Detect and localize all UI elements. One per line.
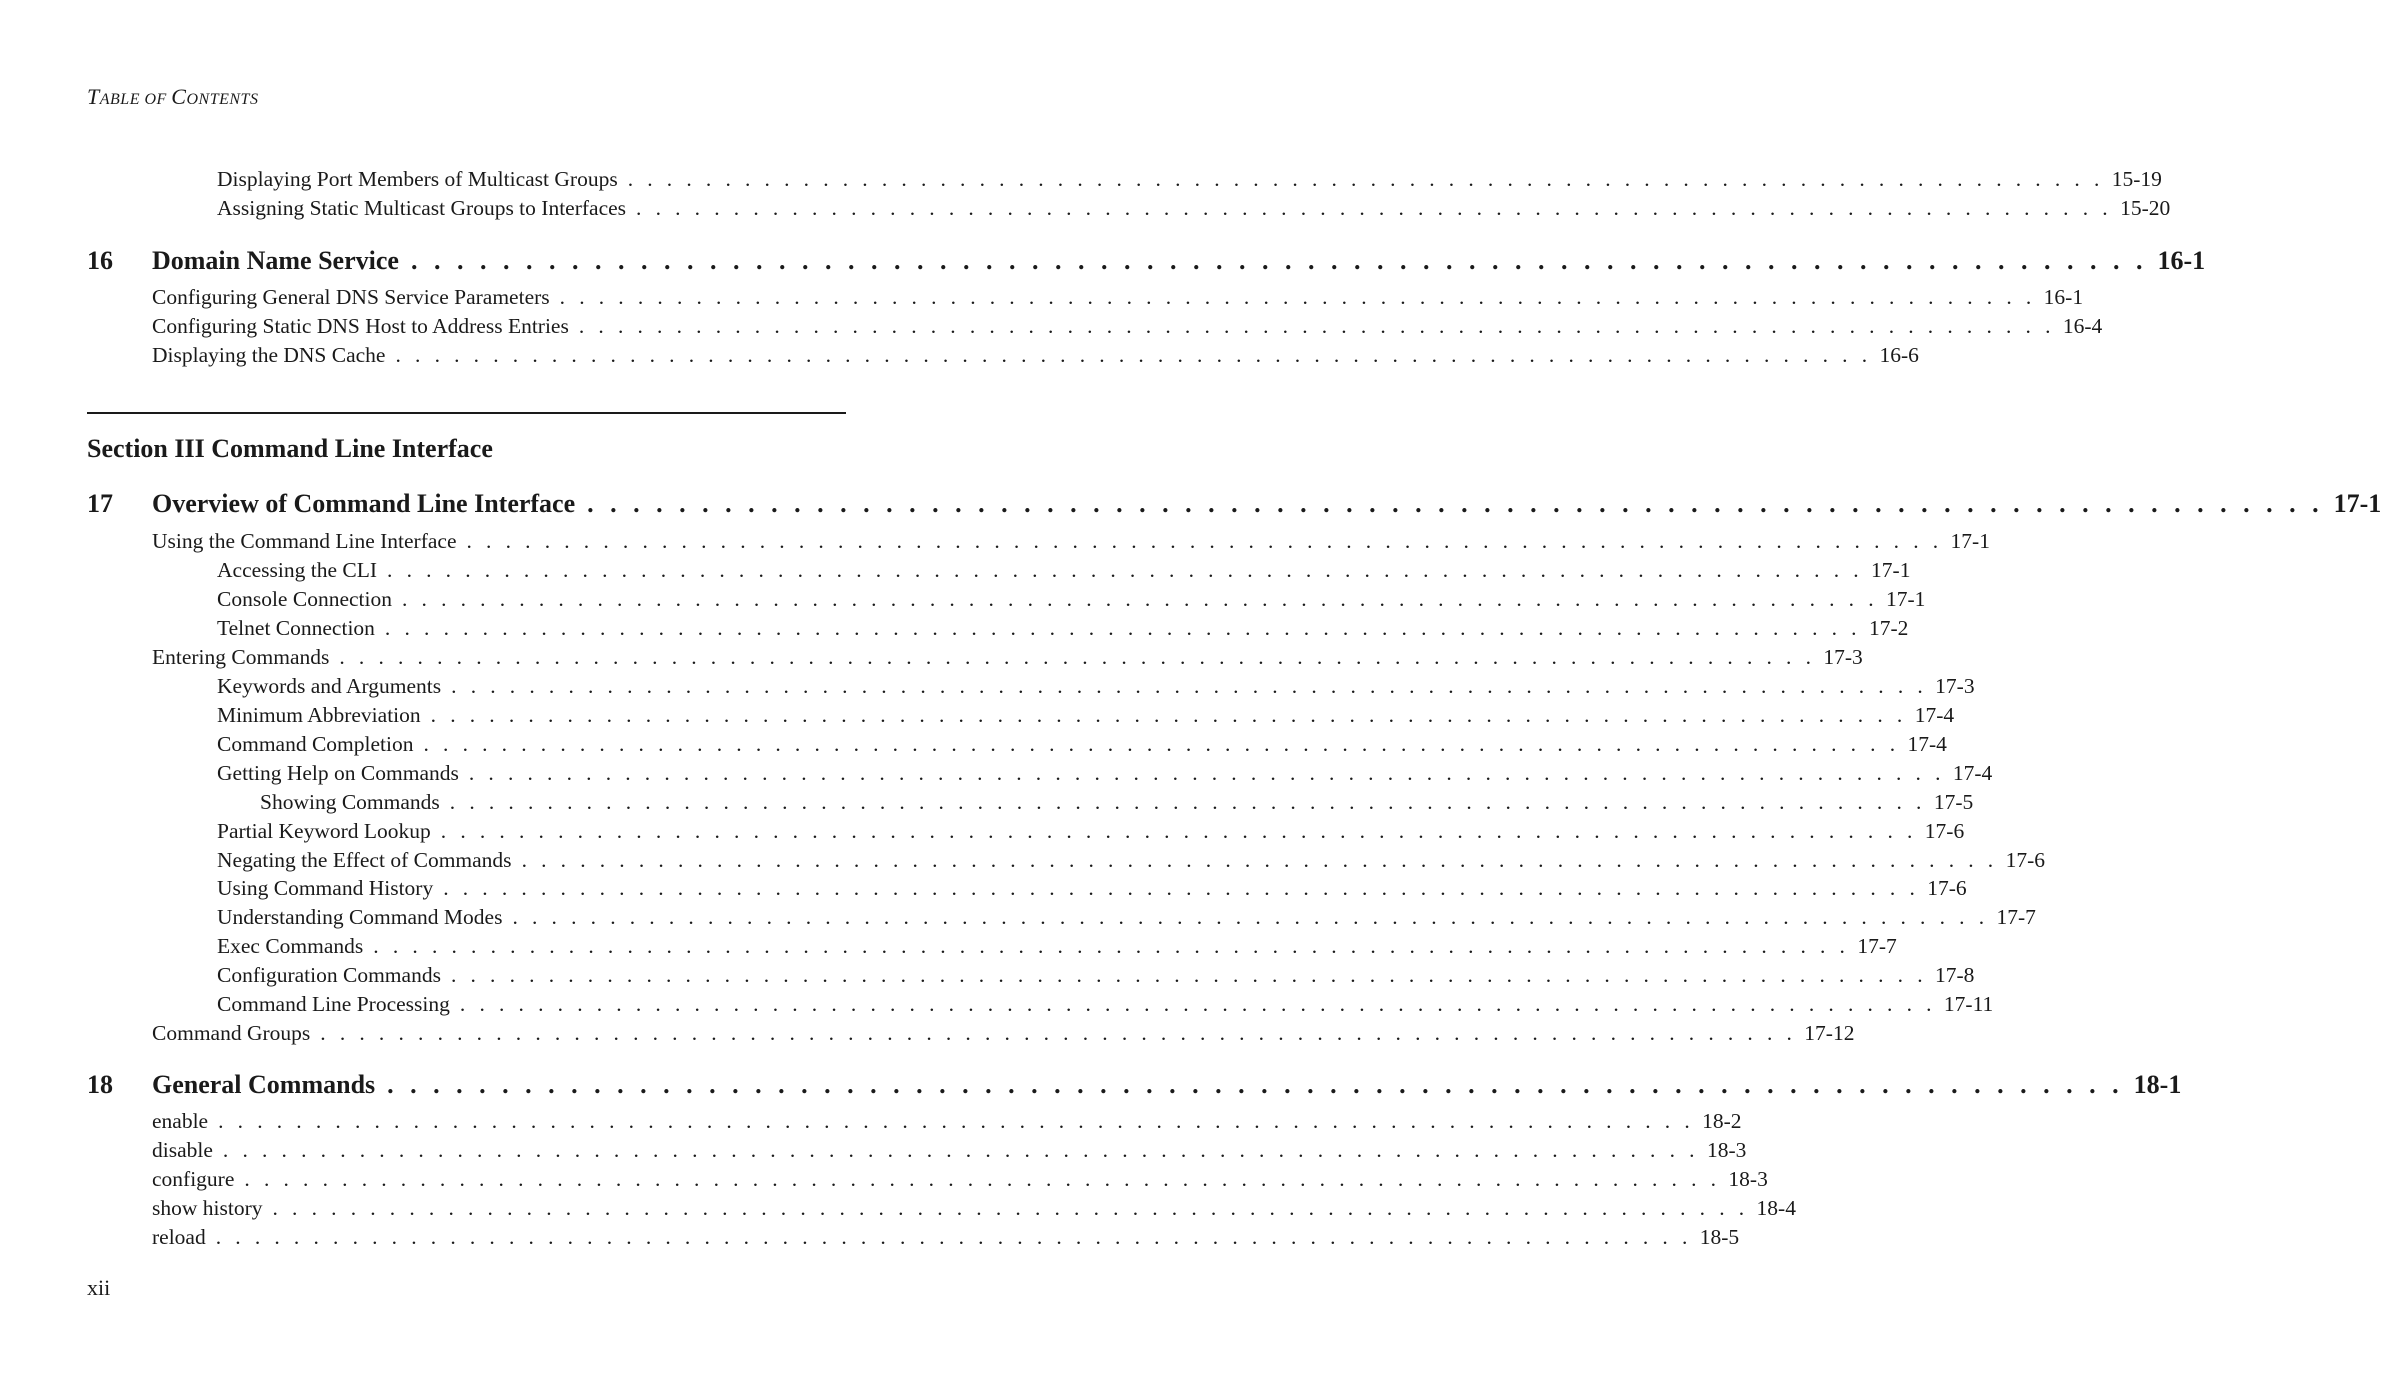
section-divider: [87, 412, 846, 414]
toc-entry[interactable]: Configuration Commands . . . . . . . . . . . . . . . . . . . . . . . . . . . . . . . . . . . . . . . . . . . . . . . . . . . . . . . . . . . . . . . . . . . . . . . . . . . . 17-8: [217, 963, 1975, 987]
toc-entry[interactable]: Displaying the DNS Cache . . . . . . . . . . . . . . . . . . . . . . . . . . . . . . . . . . . . . . . . . . . . . . . . . . . . . . . . . . . . . . . . . . . . . . . . . . . . 16-6: [152, 343, 1919, 367]
running-header: TABLE OF CONTENTS: [87, 84, 259, 109]
toc-entry[interactable]: Command Groups . . . . . . . . . . . . . . . . . . . . . . . . . . . . . . . . . . . . . . . . . . . . . . . . . . . . . . . . . . . . . . . . . . . . . . . . . . . . 17-12: [152, 1021, 1855, 1045]
toc-entry[interactable]: Keywords and Arguments . . . . . . . . . . . . . . . . . . . . . . . . . . . . . . . . . . . . . . . . . . . . . . . . . . . . . . . . . . . . . . . . . . . . . . . . . . . . 17-3: [217, 674, 1975, 698]
toc-entry[interactable]: Command Line Processing . . . . . . . . . . . . . . . . . . . . . . . . . . . . . . . . . . . . . . . . . . . . . . . . . . . . . . . . . . . . . . . . . . . . . . . . . . . . 17-11: [217, 992, 1994, 1016]
toc-entry[interactable]: Entering Commands . . . . . . . . . . . . . . . . . . . . . . . . . . . . . . . . . . . . . . . . . . . . . . . . . . . . . . . . . . . . . . . . . . . . . . . . . . . . 17-3: [152, 645, 1863, 669]
toc-entry[interactable]: Accessing the CLI . . . . . . . . . . . . . . . . . . . . . . . . . . . . . . . . . . . . . . . . . . . . . . . . . . . . . . . . . . . . . . . . . . . . . . . . . . . . 17-1: [217, 558, 1911, 582]
toc-entry[interactable]: Exec Commands . . . . . . . . . . . . . . . . . . . . . . . . . . . . . . . . . . . . . . . . . . . . . . . . . . . . . . . . . . . . . . . . . . . . . . . . . . . . 17-7: [217, 934, 1897, 958]
chapter-heading-16[interactable]: 16 Domain Name Service . . . . . . . . . . . . . . . . . . . . . . . . . . . . . . . . . . . . . . . . . . . . . . . . . . . . . . . . . . . . . . . . . . . . . . . . . . . . 16-1: [87, 246, 2206, 275]
chapter-heading-18[interactable]: 18 General Commands . . . . . . . . . . . . . . . . . . . . . . . . . . . . . . . . . . . . . . . . . . . . . . . . . . . . . . . . . . . . . . . . . . . . . . . . . . . . 18-1: [87, 1070, 2182, 1099]
toc-entry[interactable]: disable . . . . . . . . . . . . . . . . . . . . . . . . . . . . . . . . . . . . . . . . . . . . . . . . . . . . . . . . . . . . . . . . . . . . . . . . . . . . 18-3: [152, 1138, 1747, 1162]
toc-entry[interactable]: Console Connection . . . . . . . . . . . . . . . . . . . . . . . . . . . . . . . . . . . . . . . . . . . . . . . . . . . . . . . . . . . . . . . . . . . . . . . . . . . . 17-1: [217, 587, 1926, 611]
toc-entry[interactable]: Displaying Port Members of Multicast Groups . . . . . . . . . . . . . . . . . . . . . . . . . . . . . . . . . . . . . . . . . . . . . . . . . . . . . . . . . . . . . . . . . . . . . . . . . . . . 15-19: [217, 167, 2162, 191]
toc-entry[interactable]: Assigning Static Multicast Groups to Interfaces . . . . . . . . . . . . . . . . . . . . . . . . . . . . . . . . . . . . . . . . . . . . . . . . . . . . . . . . . . . . . . . . . . . . . . . . . . . . 15-20: [217, 196, 2171, 220]
chapter-heading-17[interactable]: 17 Overview of Command Line Interface . . . . . . . . . . . . . . . . . . . . . . . . . . . . . . . . . . . . . . . . . . . . . . . . . . . . . . . . . . . . . . . . . . . . . . . . . . . . 17-1: [87, 489, 2381, 518]
toc-entry[interactable]: Using Command History . . . . . . . . . . . . . . . . . . . . . . . . . . . . . . . . . . . . . . . . . . . . . . . . . . . . . . . . . . . . . . . . . . . . . . . . . . . . 17-6: [217, 876, 1967, 900]
toc-entry[interactable]: Telnet Connection . . . . . . . . . . . . . . . . . . . . . . . . . . . . . . . . . . . . . . . . . . . . . . . . . . . . . . . . . . . . . . . . . . . . . . . . . . . . 17-2: [217, 616, 1909, 640]
toc-entry[interactable]: Command Completion . . . . . . . . . . . . . . . . . . . . . . . . . . . . . . . . . . . . . . . . . . . . . . . . . . . . . . . . . . . . . . . . . . . . . . . . . . . . 17-4: [217, 732, 1947, 756]
toc-entry[interactable]: Using the Command Line Interface . . . . . . . . . . . . . . . . . . . . . . . . . . . . . . . . . . . . . . . . . . . . . . . . . . . . . . . . . . . . . . . . . . . . . . . . . . . . 17-1: [152, 529, 1990, 553]
toc-entry[interactable]: Minimum Abbreviation . . . . . . . . . . . . . . . . . . . . . . . . . . . . . . . . . . . . . . . . . . . . . . . . . . . . . . . . . . . . . . . . . . . . . . . . . . . . 17-4: [217, 703, 1955, 727]
page-number: xii: [87, 1275, 111, 1300]
toc-entry[interactable]: reload . . . . . . . . . . . . . . . . . . . . . . . . . . . . . . . . . . . . . . . . . . . . . . . . . . . . . . . . . . . . . . . . . . . . . . . . . . . . 18-5: [152, 1225, 1740, 1249]
toc-entry[interactable]: Showing Commands . . . . . . . . . . . . . . . . . . . . . . . . . . . . . . . . . . . . . . . . . . . . . . . . . . . . . . . . . . . . . . . . . . . . . . . . . . . . 17-5: [260, 790, 1974, 814]
section-title: Section III Command Line Interface: [87, 434, 493, 463]
toc-entry[interactable]: Partial Keyword Lookup . . . . . . . . . . . . . . . . . . . . . . . . . . . . . . . . . . . . . . . . . . . . . . . . . . . . . . . . . . . . . . . . . . . . . . . . . . . . 17-6: [217, 819, 1965, 843]
toc-entry[interactable]: enable . . . . . . . . . . . . . . . . . . . . . . . . . . . . . . . . . . . . . . . . . . . . . . . . . . . . . . . . . . . . . . . . . . . . . . . . . . . . 18-2: [152, 1109, 1742, 1133]
toc-entry[interactable]: show history . . . . . . . . . . . . . . . . . . . . . . . . . . . . . . . . . . . . . . . . . . . . . . . . . . . . . . . . . . . . . . . . . . . . . . . . . . . . 18-4: [152, 1196, 1796, 1220]
toc-entry[interactable]: configure . . . . . . . . . . . . . . . . . . . . . . . . . . . . . . . . . . . . . . . . . . . . . . . . . . . . . . . . . . . . . . . . . . . . . . . . . . . . 18-3: [152, 1167, 1768, 1191]
toc-entry[interactable]: Getting Help on Commands . . . . . . . . . . . . . . . . . . . . . . . . . . . . . . . . . . . . . . . . . . . . . . . . . . . . . . . . . . . . . . . . . . . . . . . . . . . . 17-4: [217, 761, 1993, 785]
toc-entry[interactable]: Configuring General DNS Service Parameters . . . . . . . . . . . . . . . . . . . . . . . . . . . . . . . . . . . . . . . . . . . . . . . . . . . . . . . . . . . . . . . . . . . . . . . . . . . . 16-1: [152, 285, 2084, 309]
toc-entry[interactable]: Configuring Static DNS Host to Address Entries . . . . . . . . . . . . . . . . . . . . . . . . . . . . . . . . . . . . . . . . . . . . . . . . . . . . . . . . . . . . . . . . . . . . . . . . . . . . 16-4: [152, 314, 2103, 338]
toc-entry[interactable]: Negating the Effect of Commands . . . . . . . . . . . . . . . . . . . . . . . . . . . . . . . . . . . . . . . . . . . . . . . . . . . . . . . . . . . . . . . . . . . . . . . . . . . . 17-6: [217, 848, 2046, 872]
toc-entry[interactable]: Understanding Command Modes . . . . . . . . . . . . . . . . . . . . . . . . . . . . . . . . . . . . . . . . . . . . . . . . . . . . . . . . . . . . . . . . . . . . . . . . . . . . 17-7: [217, 905, 2036, 929]
